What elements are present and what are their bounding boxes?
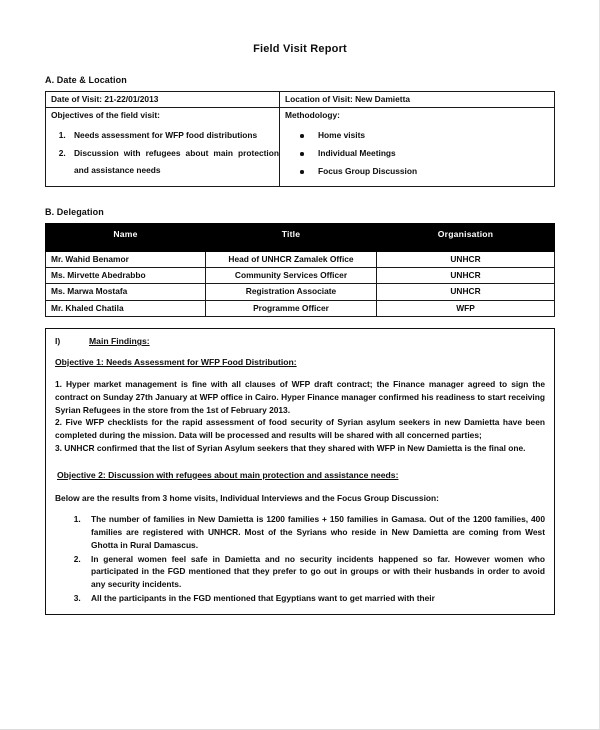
findings-numeral: I) [55,336,61,347]
cell-organisation: UNHCR [377,251,555,267]
list-item: 1. Needs assessment for WFP food distributions [68,127,279,144]
cell-title: Community Services Officer [206,268,377,284]
objective-2-intro: Below are the results from 3 home visits, Individual Interviews and the Focus Group Discussion: [55,492,439,503]
methodology-heading: Methodology: [285,110,340,120]
delegation-table [45,223,555,317]
section-b-label: B. Delegation [45,206,104,217]
list-item: 2. Discussion with refugees about main protection and assistance needs [68,145,279,179]
list-item: 3. All the participants in the FGD mentioned that Egyptians want to get married with their [83,592,545,605]
objective-1-paragraph-2: 2. Five WFP checklists for the rapid assessment of food security of Syrian asylum seekers in new Damietta have been completed during the mission. Data will be processed and results will be shared with all concerned parties; [55,417,545,441]
list-item: 2. In general women feel safe in Damietta and no security incidents happened so far. However women who participated in the FGD mentioned that they prefer to go out in groups or with their husbands in order to avoid any security incidents. [83,553,545,591]
location-of-visit-cell [280,92,555,108]
cell-name: Ms. Mirvette Abedrabbo [46,268,206,284]
table-row [46,92,555,108]
column-header-name: Name [46,223,206,251]
methodology-list [280,127,554,181]
date-of-visit-cell [46,92,280,108]
list-item: Home visits [300,127,554,144]
date-location-table [45,91,555,187]
table-header-row [46,223,555,251]
table-row [46,108,555,187]
table-row [46,300,555,316]
findings-heading: Main Findings: [89,336,150,347]
cell-name: Mr. Wahid Benamor [46,251,206,267]
objectives-heading: Objectives of the field visit: [51,110,160,120]
table-row [46,284,555,300]
list-item: 1. The number of families in New Damietta is 1200 families + 150 families in Gamasa. Out of the 1200 families, 400 families are registered with UNHCR. Most of the Syrians who reside in New Damietta are coming from West Ghotta in Rural Damascus. [83,513,545,551]
cell-organisation: UNHCR [377,284,555,300]
column-header-title: Title [206,223,377,251]
objectives-list [46,127,279,180]
cell-title: Registration Associate [206,284,377,300]
objective-1-paragraph-3: 3. UNHCR confirmed that the list of Syrian Asylum seekers that they shared with WFP in New Damietta is the final one. [55,442,526,453]
date-of-visit-text: Date of Visit: 21-22/01/2013 [51,94,159,104]
objective-2-list [55,513,545,604]
cell-title: Programme Officer [206,300,377,316]
table-row [46,251,555,267]
cell-name: Mr. Khaled Chatila [46,300,206,316]
page-title: Field Visit Report [253,43,347,55]
objectives-cell [46,108,280,187]
table-row [46,268,555,284]
section-a-label: A. Date & Location [45,75,127,85]
list-item: Focus Group Discussion [300,163,554,180]
main-findings-heading-row [55,336,545,346]
cell-name: Ms. Marwa Mostafa [46,284,206,300]
cell-organisation: UNHCR [377,268,555,284]
methodology-cell [280,108,555,187]
list-item: Individual Meetings [300,145,554,162]
cell-organisation: WFP [377,300,555,316]
cell-title: Head of UNHCR Zamalek Office [206,251,377,267]
objective-2-heading: Objective 2: Discussion with refugees about main protection and assistance needs: [57,469,399,480]
main-findings-box [45,328,555,615]
objective-1-paragraph-1: 1. Hyper market management is fine with all clauses of WFP draft contract; the Finance manager agreed to sign the contract on Sunday 27th January at WFP office in Cairo. Hyper Finance manager confirmed his readiness to start receiving Syrian Refugees in the store from the 1st of February 2013. [55,379,545,415]
objective-1-heading: Objective 1: Needs Assessment for WFP Food Distribution: [55,357,297,368]
column-header-organisation: Organisation [377,223,555,251]
location-of-visit-text: Location of Visit: New Damietta [285,94,411,104]
